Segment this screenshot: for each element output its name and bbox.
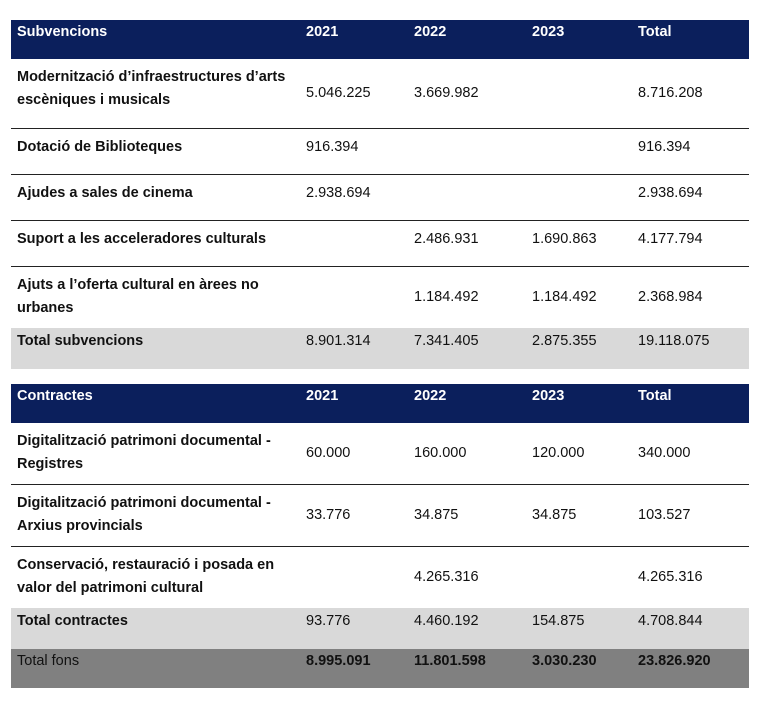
row-label: Ajuts a l’oferta cultural en àrees no urbanes [17,277,259,316]
header-cell-category: Contractes [11,384,300,423]
cell-2023: 120.000 [526,423,632,485]
contractes-table [11,384,749,688]
row-label: Digitalització patrimoni documental - Arxius provincials [11,485,300,547]
subtotal-row [11,608,749,649]
cell-total: 916.394 [632,129,749,175]
subtotal-label: Total contractes [11,608,300,649]
cell-2021: 60.000 [300,423,408,485]
grand-total-2022: 11.801.598 [408,649,526,688]
cell-2021 [300,547,408,609]
row-label: Suport a les acceleradores culturals [11,221,300,267]
table-row [11,485,749,547]
subtotal-2022: 4.460.192 [408,608,526,649]
cell-2023: 34.875 [526,485,632,547]
header-cell-2023: 2023 [526,384,632,423]
cell-2023: 1.184.492 [532,289,597,305]
subtotal-label: Total subvencions [11,328,300,369]
row-label: Dotació de Biblioteques [11,129,300,175]
header-cell-2022: 2022 [408,384,526,423]
row-label: Digitalització patrimoni documental - Registres [11,423,300,485]
table-row [11,221,749,267]
subtotal-total: 19.118.075 [632,328,749,369]
cell-2022 [408,175,526,221]
cell-2022: 1.184.492 [414,289,479,305]
cell-2022: 3.669.982 [408,59,526,129]
header-cell-2021: 2021 [300,20,408,59]
cell-2023 [526,129,632,175]
row-label: Ajudes a sales de cinema [11,175,300,221]
cell-2023 [526,547,632,609]
cell-total: 8.716.208 [632,59,749,129]
grand-total-2023: 3.030.230 [526,649,632,688]
header-cell-2021: 2021 [300,384,408,423]
header-cell-total: Total [632,384,749,423]
table-row [11,547,749,609]
cell-2023 [526,59,632,129]
table-row [11,267,749,329]
cell-2021: 33.776 [300,485,408,547]
header-cell-2022: 2022 [408,20,526,59]
subtotal-2023: 2.875.355 [526,328,632,369]
subtotal-2023: 154.875 [526,608,632,649]
header-cell-total: Total [632,20,749,59]
table-row [11,59,749,129]
subvencions-table [11,20,749,369]
cell-2022: 4.265.316 [414,569,479,585]
cell-2021 [300,221,408,267]
cell-total: 103.527 [632,485,749,547]
grand-total-row [11,649,749,688]
subtotal-2022: 7.341.405 [408,328,526,369]
cell-2022: 34.875 [408,485,526,547]
subtotal-total: 4.708.844 [632,608,749,649]
cell-2023: 1.690.863 [526,221,632,267]
cell-2022: 160.000 [408,423,526,485]
grand-total-total: 23.826.920 [632,649,749,688]
cell-total: 340.000 [632,423,749,485]
cell-2021: 5.046.225 [300,59,408,129]
table-row [11,129,749,175]
table-row [11,175,749,221]
cell-2022 [408,129,526,175]
subtotal-row [11,328,749,369]
subvencions-header-row [11,20,749,59]
cell-2021: 916.394 [300,129,408,175]
contractes-header-row [11,384,749,423]
row-label: Modernització d’infraestructures d’arts escèniques i musicals [11,59,300,129]
row-label: Conservació, restauració i posada en valor del patrimoni cultural [17,557,275,596]
subtotal-2021: 8.901.314 [300,328,408,369]
cell-total: 2.938.694 [632,175,749,221]
table-row [11,423,749,485]
cell-total: 4.177.794 [632,221,749,267]
subtotal-2021: 93.776 [300,608,408,649]
cell-2021 [300,267,408,329]
grand-total-label: Total fons [11,649,300,688]
header-cell-2023: 2023 [526,20,632,59]
cell-2021: 2.938.694 [300,175,408,221]
cell-total: 4.265.316 [638,569,703,585]
cell-2022: 2.486.931 [408,221,526,267]
grand-total-2021: 8.995.091 [300,649,408,688]
cell-total: 2.368.984 [638,289,703,305]
cell-2023 [526,175,632,221]
header-cell-category: Subvencions [11,20,300,59]
